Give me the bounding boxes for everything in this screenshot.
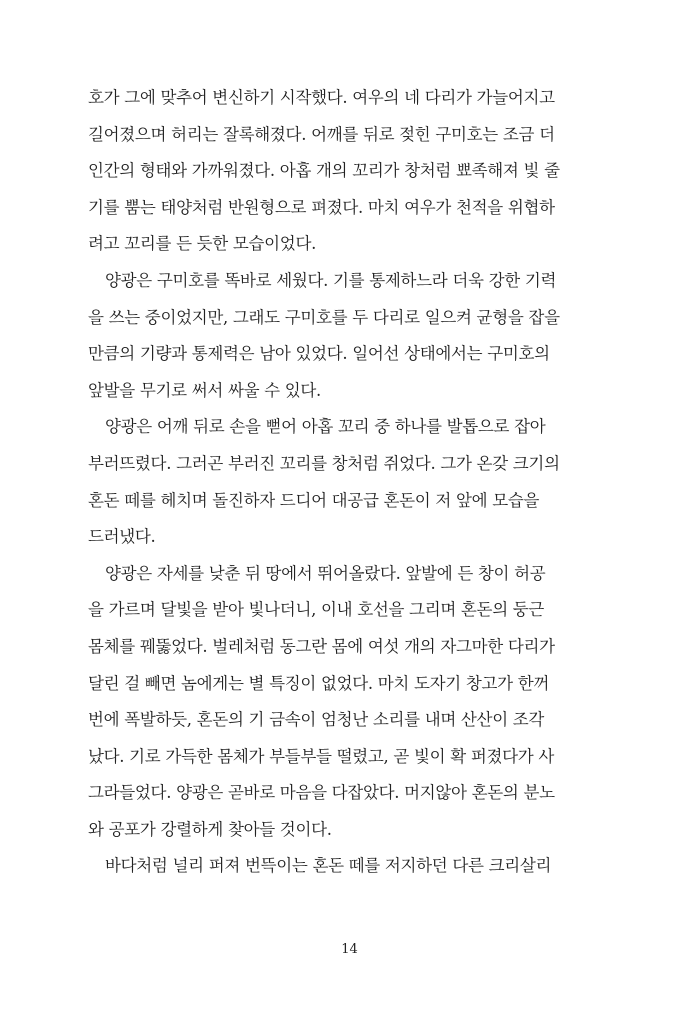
text-line: 그라들었다. 양광은 곧바로 마음을 다잡았다. 머지않아 혼돈의 분노 — [88, 783, 555, 803]
body-text — [88, 80, 598, 885]
text-line: 앞발을 무기로 써서 싸울 수 있다. — [88, 380, 321, 400]
text-line: 만큼의 기량과 통제력은 남아 있었다. 일어선 상태에서는 구미호의 — [88, 344, 550, 364]
text-line: 몸체를 꿰뚫었다. 벌레처럼 동그란 몸에 여섯 개의 자그마한 다리가 — [88, 636, 555, 656]
text-line: 양광은 구미호를 똑바로 세웠다. 기를 통제하느라 더욱 강한 기력 — [105, 270, 557, 290]
text-line: 부러뜨렸다. 그러곤 부러진 꼬리를 창처럼 쥐었다. 그가 온갖 크기의 — [88, 453, 560, 473]
text-line: 을 가르며 달빛을 받아 빛나더니, 이내 호선을 그리며 혼돈의 둥근 — [88, 600, 545, 620]
text-line: 호가 그에 맞추어 변신하기 시작했다. 여우의 네 다리가 가늘어지고 — [88, 88, 555, 107]
text-line: 기를 뿜는 태양처럼 반원형으로 펴졌다. 마치 여우가 천적을 위협하 — [88, 197, 555, 217]
text-line: 려고 꼬리를 든 듯한 모습이었다. — [88, 234, 317, 254]
text-line: 번에 폭발하듯, 혼돈의 기 금속이 엄청난 소리를 내며 산산이 조각 — [88, 710, 545, 730]
text-line: 드러냈다. — [88, 527, 156, 547]
text-line: 났다. 기로 가득한 몸체가 부들부들 떨렸고, 곧 빛이 확 퍼졌다가 사 — [88, 746, 554, 766]
text-line: 인간의 형태와 가까워졌다. 아홉 개의 꼬리가 창처럼 뾰족해져 빛 줄 — [88, 161, 560, 181]
text-line: 달린 걸 빼면 놈에게는 별 특징이 없었다. 마치 도자기 창고가 한꺼 — [88, 673, 550, 693]
text-line: 양광은 어깨 뒤로 손을 뻗어 아홉 꼬리 중 하나를 발톱으로 잡아 — [105, 417, 546, 437]
text-line: 을 쓰는 중이었지만, 그래도 구미호를 두 다리로 일으켜 균형을 잡을 — [88, 307, 560, 327]
text-line: 바다처럼 널리 퍼져 번뜩이는 혼돈 떼를 저지하던 다른 크리살리 — [105, 856, 552, 876]
text-line: 길어졌으며 허리는 잘록해졌다. 어깨를 뒤로 젖힌 구미호는 조금 더 — [88, 124, 555, 144]
page-number: 14 — [341, 942, 358, 957]
text-line: 양광은 자세를 낮춘 뒤 땅에서 뛰어올랐다. 앞발에 든 창이 허공 — [105, 563, 546, 583]
text-line: 혼돈 떼를 헤치며 돌진하자 드디어 대공급 혼돈이 저 앞에 모습을 — [88, 490, 540, 510]
text-line: 와 공포가 강렬하게 찾아들 것이다. — [88, 819, 332, 839]
